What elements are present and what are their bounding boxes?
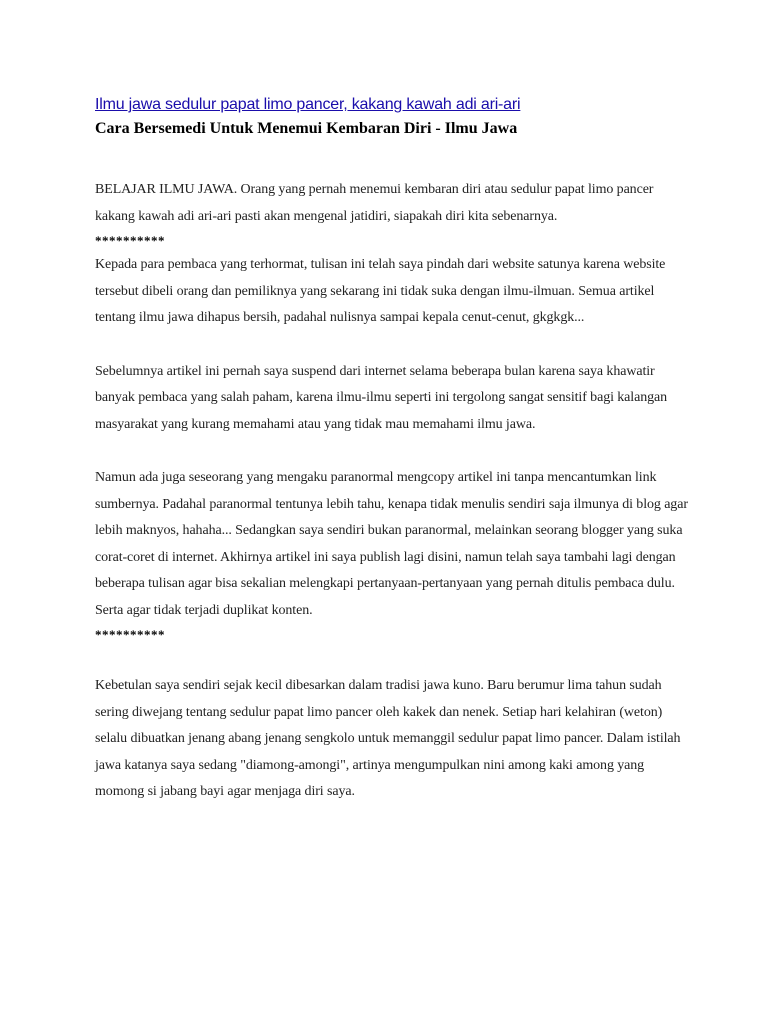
paragraph-spacer	[95, 438, 695, 465]
body-paragraph: Kebetulan saya sendiri sejak kecil dibesarkan dalam tradisi jawa kuno. Baru berumur lima tahun sudah sering diwejang tentang sedulur papat limo pancer oleh kakek dan nenek. Setiap hari kelahiran (weton) selalu dibuatkan jenang abang jenang sengkolo untuk memanggil sedulur papat limo pancer. Dalam istilah jawa katanya saya sedang "diamong-amongi", artinya mengumpulkan nini among kaki among yang momong si jabang bayi agar menjaga diri saya.	[95, 678, 681, 799]
body-paragraph: Kepada para pembaca yang terhormat, tulisan ini telah saya pindah dari website satunya karena website tersebut dibeli orang dan pemiliknya yang sekarang ini tidak suka dengan ilmu-ilmuan. Semua artikel tentang ilmu jawa dihapus bersih, padahal nulisnya sampai kepala cenut-cenut, gkgkgk...	[95, 257, 666, 325]
article-body	[95, 177, 695, 806]
separator-line: **********	[95, 233, 165, 248]
document-page	[95, 94, 695, 806]
intro-paragraph: BELAJAR ILMU JAWA. Orang yang pernah menemui kembaran diri atau sedulur papat limo pancer kakang kawah adi ari-ari pasti akan mengenal jatidiri, siapakah diri kita sebenarnya.	[95, 182, 654, 224]
paragraph-spacer	[95, 332, 695, 359]
separator-line: **********	[95, 627, 165, 642]
paragraph-spacer	[95, 646, 695, 673]
body-paragraph: Sebelumnya artikel ini pernah saya suspend dari internet selama beberapa bulan karena saya khawatir banyak pembaca yang salah paham, karena ilmu-ilmu seperti ini tergolong sangat sensitif bagi kalangan masyarakat yang kurang memahami atau yang tidak mau memahami ilmu jawa.	[95, 363, 668, 432]
body-paragraph: Namun ada juga seseorang yang mengaku paranormal mengcopy artikel ini tanpa mencantumkan link sumbernya. Padahal paranormal tentunya lebih tahu, kenapa tidak menulis sendiri saja ilmunya di blog agar lebih maknyos, hahaha... Sedangkan saya sendiri bukan paranormal, melainkan seorang blogger yang suka corat-coret di internet. Akhirnya artikel ini saya publish lagi disini, namun telah saya tambahi lagi dengan beberapa tulisan agar bisa sekalian melengkapi pertanyaan-pertanyaan yang pernah ditulis pembaca dulu. Serta agar tidak terjadi duplikat konten.	[95, 470, 688, 618]
article-title-link[interactable]: Ilmu jawa sedulur papat limo pancer, kakang kawah adi ari-ari	[95, 96, 521, 113]
article-subtitle: Cara Bersemedi Untuk Menemui Kembaran Diri - Ilmu Jawa	[95, 120, 518, 137]
